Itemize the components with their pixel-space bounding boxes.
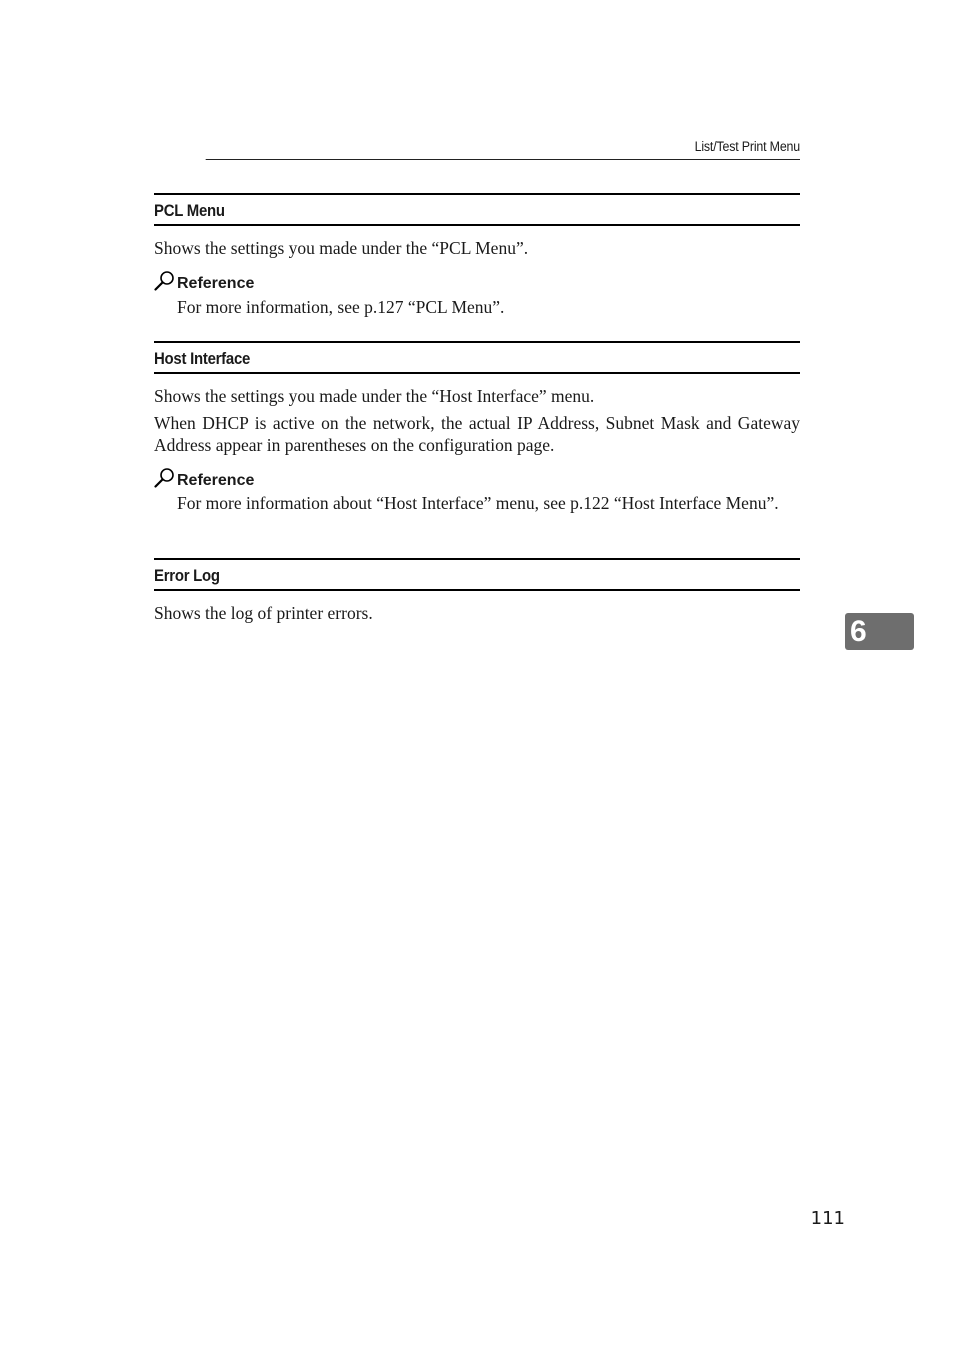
section-heading-host-interface: Host Interface	[154, 341, 800, 374]
running-header-title: List/Test Print Menu	[694, 139, 800, 154]
chapter-tab: 6	[845, 613, 914, 650]
reference-label: Reference	[177, 275, 255, 292]
section-heading-pcl-menu: PCL Menu	[154, 193, 800, 226]
section-paragraph: Shows the settings you made under the “PCL Menu”.	[154, 238, 529, 258]
section-paragraph: When DHCP is active on the network, the actual IP Address, Subnet Mask and Gateway Address appear in parentheses on the configuration page.	[154, 413, 800, 455]
running-header	[206, 138, 800, 160]
reference-text: For more information about “Host Interface” menu, see p.122 “Host Interface Menu”.	[177, 493, 779, 513]
reference-text: For more information, see p.127 “PCL Menu”.	[177, 297, 505, 317]
reference-heading	[154, 273, 354, 295]
magnifier-reference-icon	[154, 270, 176, 292]
reference-label: Reference	[177, 472, 255, 489]
magnifier-reference-icon	[154, 467, 176, 489]
section-heading-error-log: Error Log	[154, 558, 800, 591]
page-number: 111	[810, 1208, 845, 1229]
section-paragraph: Shows the log of printer errors.	[154, 603, 373, 623]
reference-heading	[154, 470, 354, 492]
section-paragraph: Shows the settings you made under the “Host Interface” menu.	[154, 386, 595, 406]
